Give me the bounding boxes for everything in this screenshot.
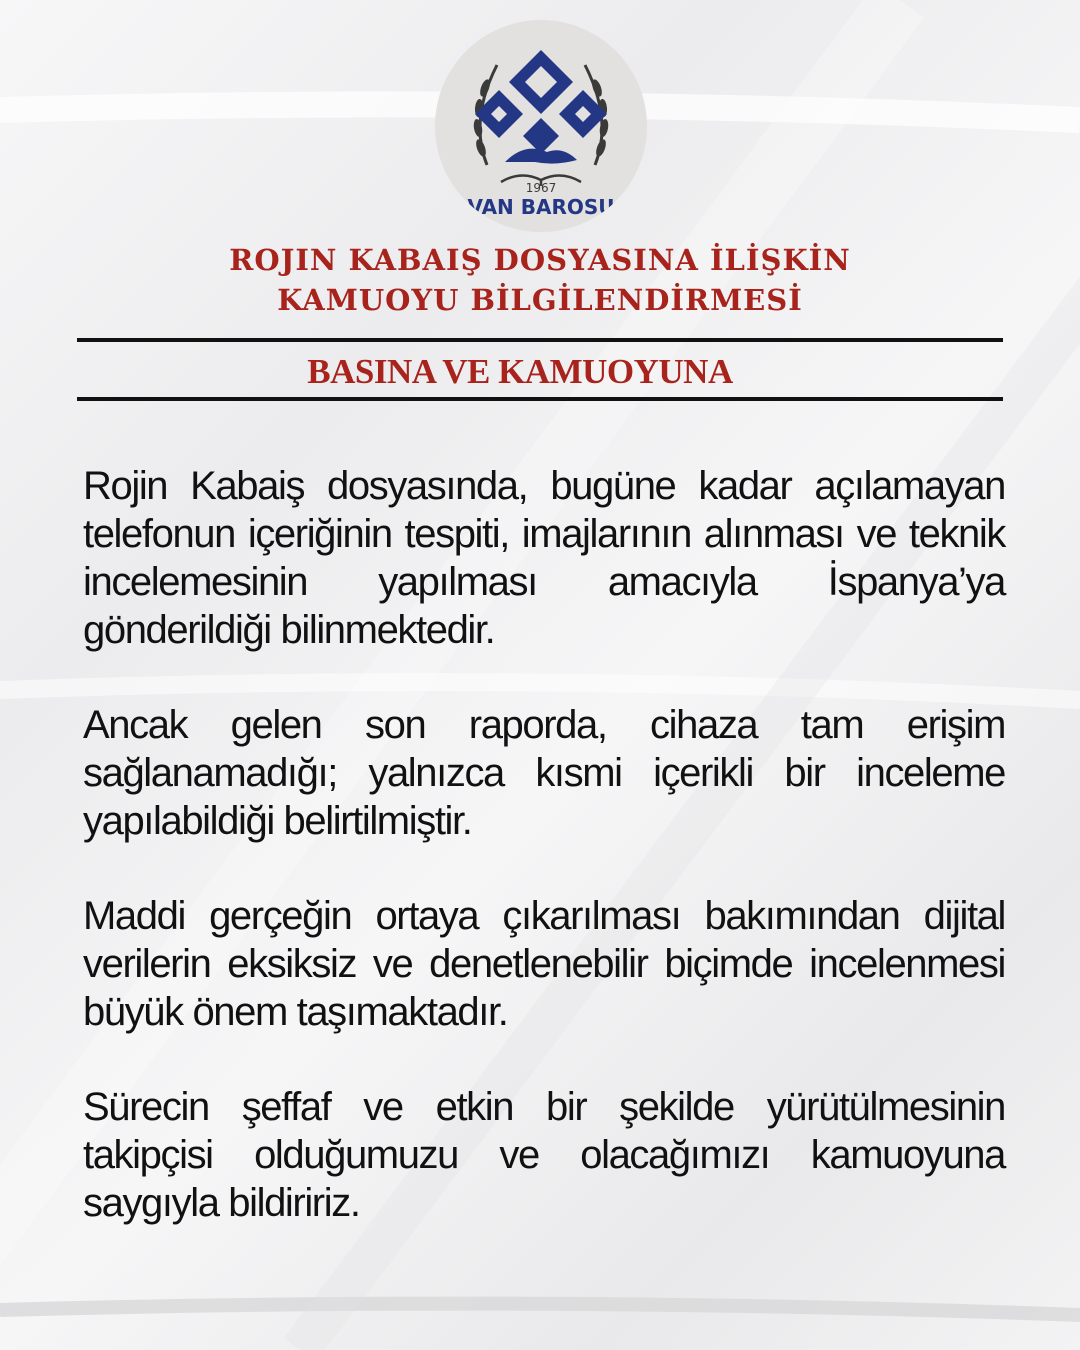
paragraph-2: Ancak gelen son raporda, cihaza tam erişim sağlanamadığı; yalnızca kısmi içerikli bir inceleme yapılabildiği belirtilmiştir. [83,703,1005,843]
paragraph-3: Maddi gerçeğin ortaya çıkarılması bakımından dijital verilerin eksiksiz ve denetlenebilir biçimde incelenmesi büyük önem taşımaktadır. [83,894,1005,1034]
van-barosu-logo [435,20,647,232]
lake-icon [505,149,577,164]
emblem-icon [475,50,607,154]
title-line-1: ROJIN KABAIŞ DOSYASINA İLİŞKİN [229,243,851,277]
paragraph-4: Sürecin şeffaf ve etkin bir şekilde yürütülmesinin takipçisi olduğumuzu ve olacağımızı kamuoyuna saygıyla bildiririz. [83,1085,1005,1225]
title-line-2: KAMUOYU BİLGİLENDİRMESİ [277,283,803,317]
logo-year: 1967 [525,181,557,195]
paragraph-1: Rojin Kabaiş dosyasında, bugüne kadar açılamayan telefonun içeriğinin tespiti, imajlarının alınması ve teknik incelemesinin yapılması amacıyla İspanya’ya gönderildiği bilinmektedir. [83,464,1005,652]
logo-name: VAN BAROSU [467,195,615,219]
divider-top [77,338,1003,342]
statement-body [83,462,1005,1274]
divider-bottom [77,397,1003,401]
page-title [0,240,1080,320]
subtitle: BASINA VE KAMUOYUNA [307,352,733,391]
